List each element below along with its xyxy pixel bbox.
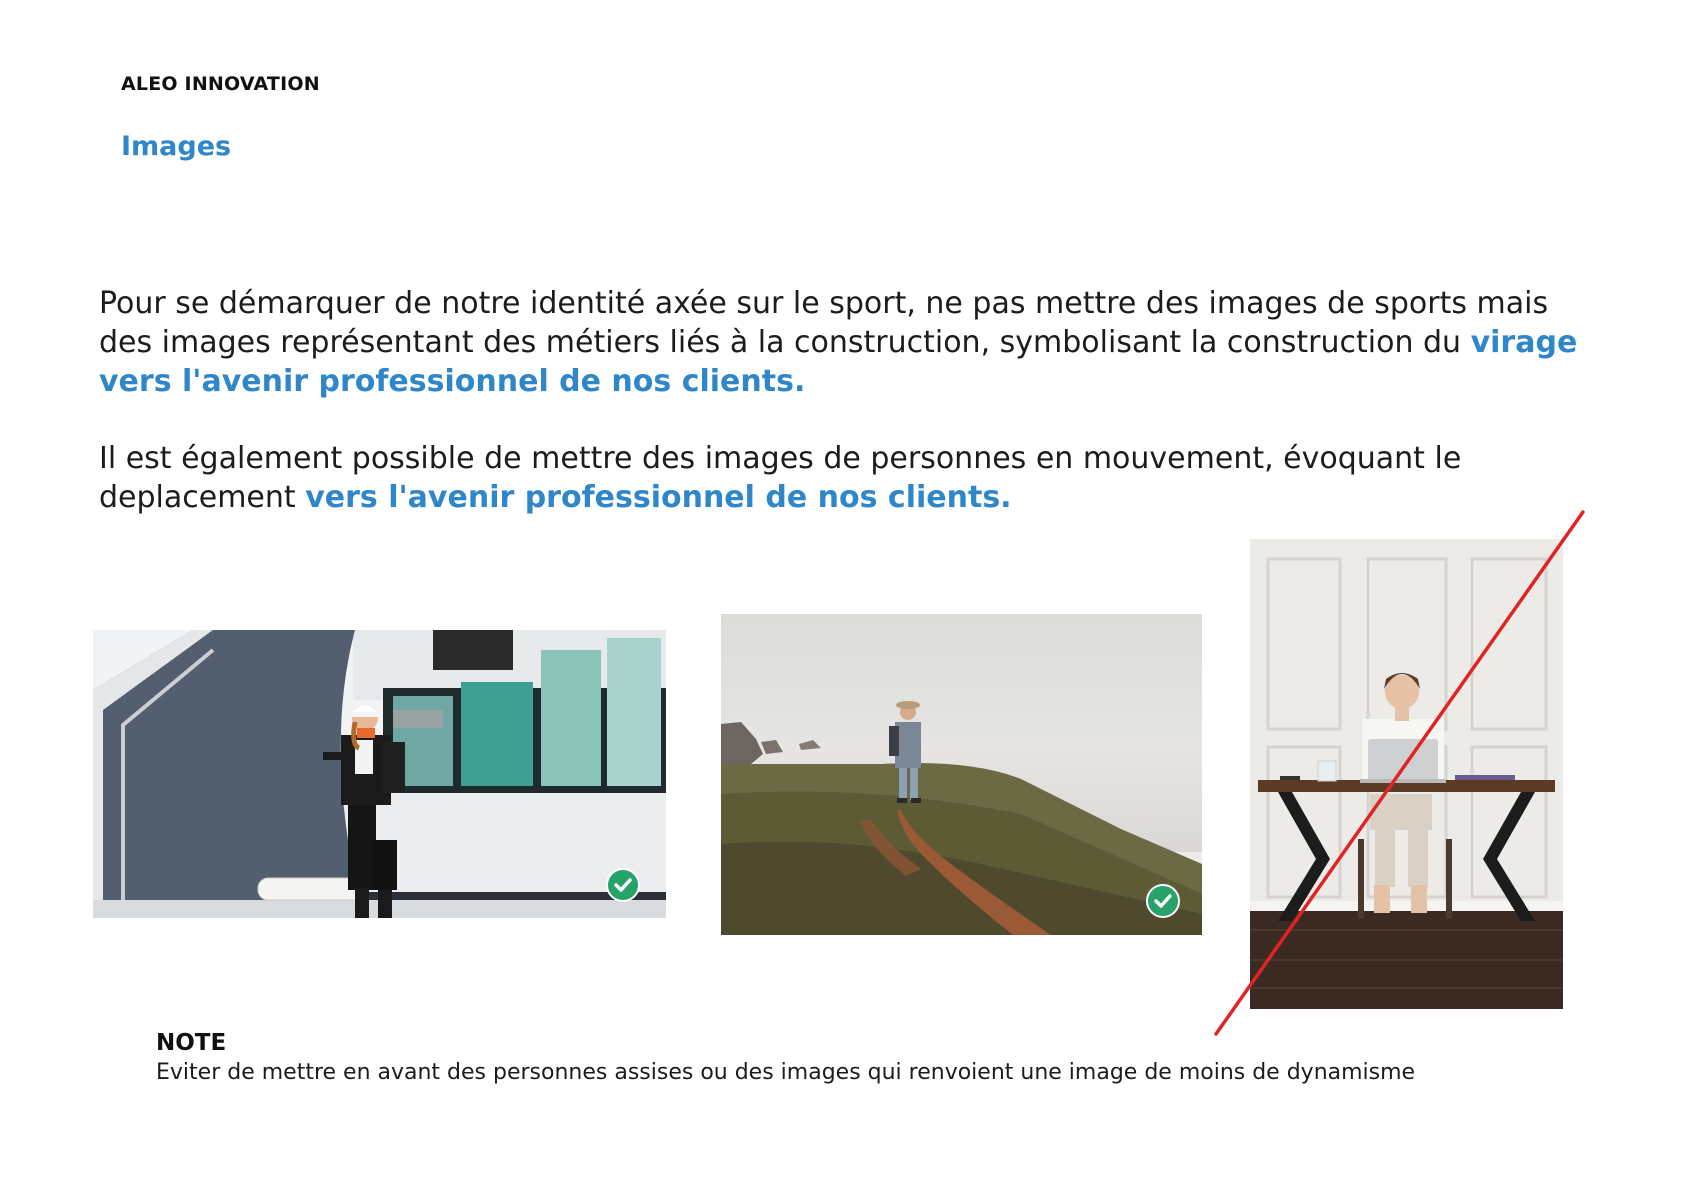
intro-paragraph-1-text: Pour se démarquer de notre identité axée sur le sport, ne pas mettre des images de sports mais des images représentant des métiers liés à la construction, symbolisant la construction du bbox=[99, 286, 1549, 360]
image-construction-worker bbox=[93, 630, 666, 918]
brand-name: ALEO INNOVATION bbox=[121, 73, 320, 95]
note-title: NOTE bbox=[156, 1030, 227, 1056]
section-title: Images bbox=[121, 131, 232, 162]
intro-text bbox=[99, 284, 1579, 517]
image-seated-woman-desk bbox=[1250, 539, 1563, 1009]
check-circle-icon bbox=[606, 868, 640, 902]
intro-paragraph-2 bbox=[99, 439, 1579, 517]
intro-paragraph-2-text: Il est également possible de mettre des images de personnes en mouvement, évoquant le deplacement bbox=[99, 441, 1462, 515]
intro-paragraph-1-highlight: virage vers l'avenir professionnel de nos clients. bbox=[99, 325, 1578, 399]
intro-paragraph-1 bbox=[99, 284, 1579, 401]
intro-paragraph-2-highlight: vers l'avenir professionnel de nos clients. bbox=[305, 480, 1012, 515]
note-text: Eviter de mettre en avant des personnes assises ou des images qui renvoient une image de moins de dynamisme bbox=[156, 1060, 1416, 1085]
image-hiker-coastal-trail bbox=[721, 614, 1202, 935]
check-circle-icon bbox=[1146, 884, 1180, 918]
